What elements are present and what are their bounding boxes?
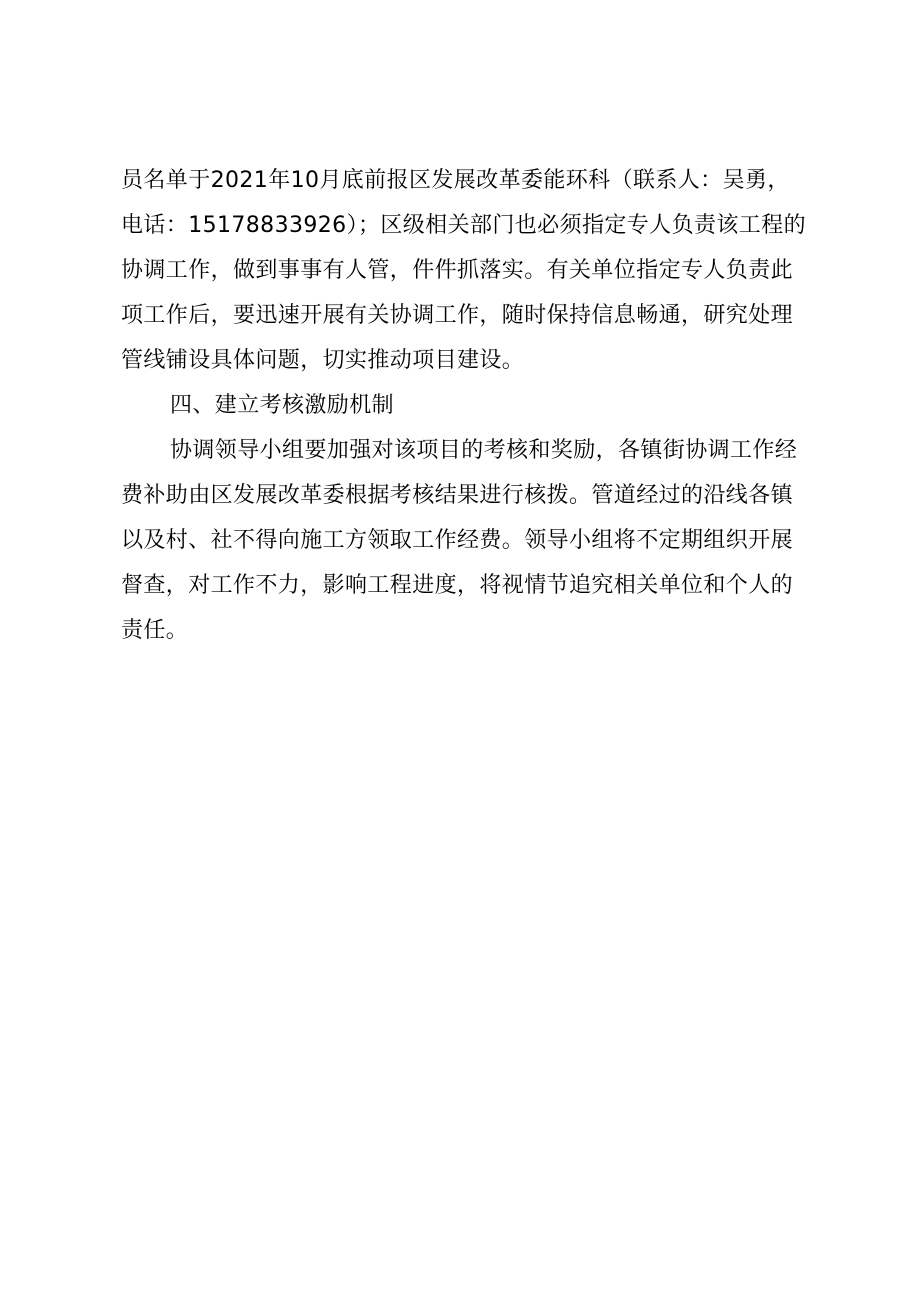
text-line: 费补助由区发展改革委根据考核结果进行核拨。管道经过的沿线各镇: [121, 483, 794, 508]
text-line: 项工作后，要迅速开展有关协调工作，随时保持信息畅通，研究处理: [121, 303, 794, 328]
document-body: [121, 158, 821, 653]
text-line: 督查，对工作不力，影响工程进度，将视情节追究相关单位和个人的: [121, 573, 794, 598]
text-line: 员名单于2021年10月底前报区发展改革委能环科（联系人：吴勇，: [121, 168, 790, 193]
section-heading-4: 四、建立考核激励机制: [170, 393, 395, 418]
text-line: 管线铺设具体问题，切实推动项目建设。: [121, 348, 525, 373]
paragraph-contact-assignment: [121, 158, 821, 383]
text-line: 协调工作，做到事事有人管，件件抓落实。有关单位指定专人负责此: [121, 258, 794, 283]
paragraph-incentive-mechanism: [121, 428, 821, 653]
text-line: 电话：15178833926）；区级相关部门也必须指定专人负责该工程的: [121, 213, 806, 238]
text-line: 责任。: [121, 618, 189, 643]
text-line: 以及村、社不得向施工方领取工作经费。领导小组将不定期组织开展: [121, 528, 794, 553]
text-line: 协调领导小组要加强对该项目的考核和奖励，各镇街协调工作经: [170, 438, 798, 463]
